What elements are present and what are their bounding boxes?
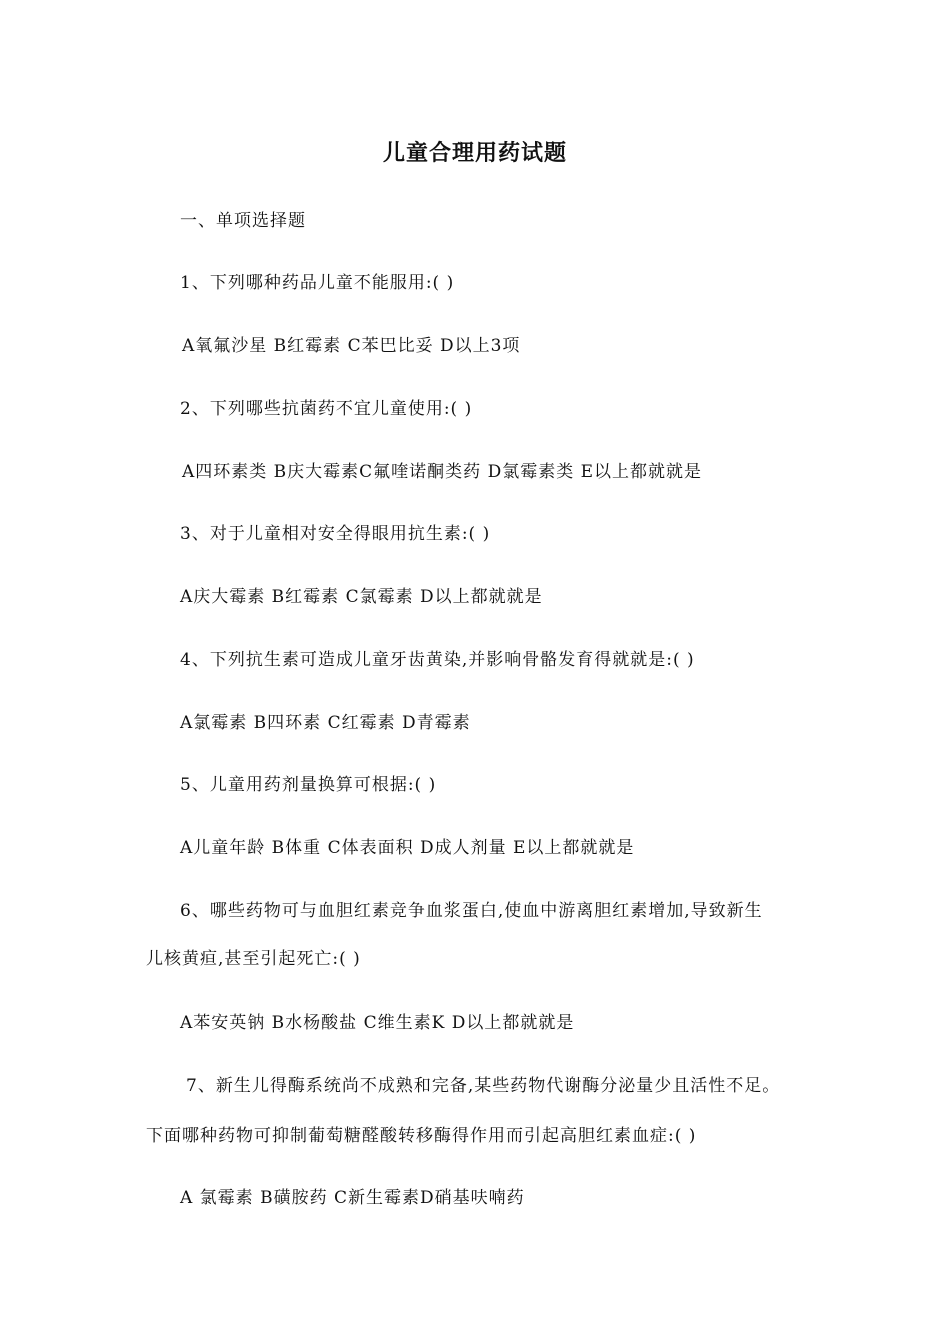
question-5-options: A儿童年龄 B体重 C体表面积 D成人剂量 E以上都就就是 — [180, 838, 635, 858]
question-7-options: A 氯霉素 B磺胺药 C新生霉素D硝基呋喃药 — [180, 1188, 525, 1208]
question-1-stem: 1、下列哪种药品儿童不能服用:( ) — [180, 273, 455, 293]
question-2-stem: 2、下列哪些抗菌药不宜儿童使用:( ) — [180, 399, 473, 419]
question-5-stem: 5、儿童用药剂量换算可根据:( ) — [180, 775, 437, 795]
question-7-stem-line2: 下面哪种药物可抑制葡萄糖醛酸转移酶得作用而引起高胆红素血症:( ) — [146, 1126, 697, 1146]
question-3-options: A庆大霉素 B红霉素 C氯霉素 D以上都就就是 — [180, 587, 543, 607]
question-4-stem: 4、下列抗生素可造成儿童牙齿黄染,并影响骨骼发育得就就是:( ) — [180, 650, 695, 670]
section-heading: 一、单项选择题 — [180, 211, 306, 231]
question-2-options: A四环素类 B庆大霉素C氟喹诺酮类药 D氯霉素类 E以上都就就是 — [182, 462, 703, 482]
question-3-stem: 3、对于儿童相对安全得眼用抗生素:( ) — [180, 524, 491, 544]
question-1-options: A氧氟沙星 B红霉素 C苯巴比妥 D以上3项 — [182, 336, 521, 356]
question-6-stem-line1: 6、哪些药物可与血胆红素竞争血浆蛋白,使血中游离胆红素增加,导致新生 — [180, 901, 763, 921]
question-7-stem-line1: 7、新生儿得酶系统尚不成熟和完备,某些药物代谢酶分泌量少且活性不足。 — [186, 1076, 781, 1096]
document-title: 儿童合理用药试题 — [382, 141, 567, 166]
question-6-stem-line2: 儿核黄疸,甚至引起死亡:( ) — [146, 949, 361, 969]
question-4-options: A氯霉素 B四环素 C红霉素 D青霉素 — [180, 713, 471, 733]
question-6-options: A苯安英钠 B水杨酸盐 C维生素K D以上都就就是 — [180, 1013, 575, 1033]
